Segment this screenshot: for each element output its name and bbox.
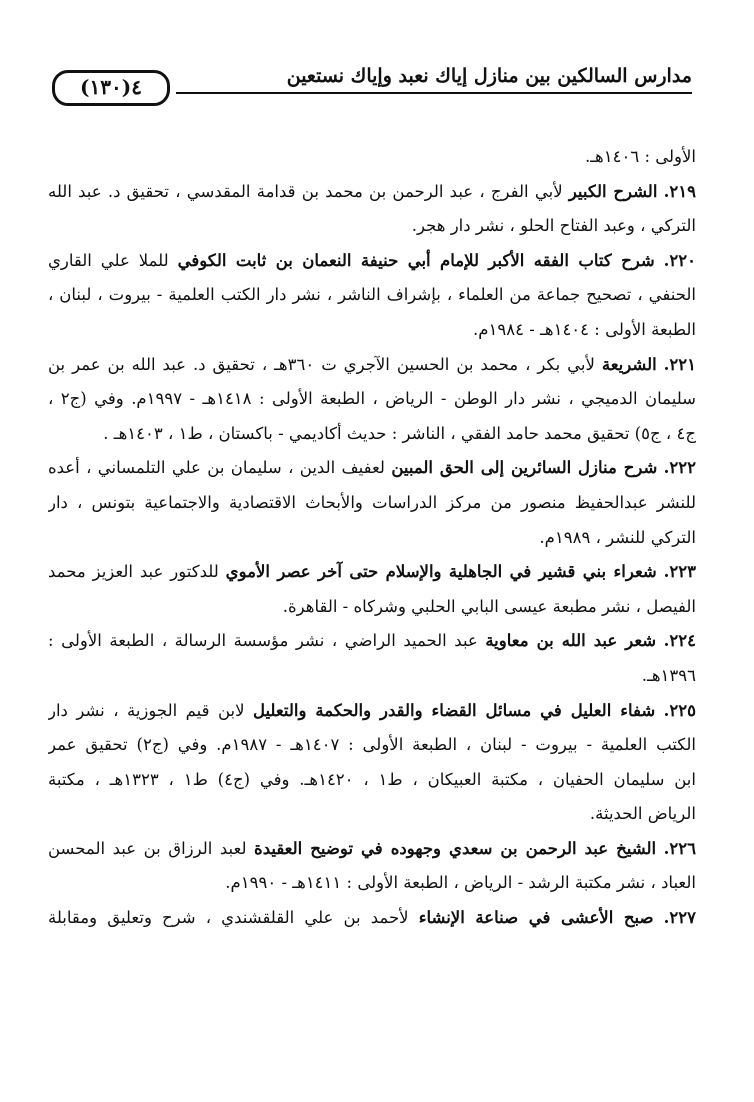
entry-text: ج٤ ، ج٥) تحقيق محمد حامد الفقي ، الناشر : حديث أكاديمي - باكستان ، ط١ ، ١٤٠٣هـ . [103,423,696,443]
entry-title: الشرح الكبير [568,181,658,201]
entry-text: لأبي بكر ، محمد بن الحسين الآجري ت ٣٦٠هـ ، تحقيق د. عبد الله بن عمر بن [48,354,602,374]
text-line [48,624,696,659]
entry-text: عبد الحميد الراضي ، نشر مؤسسة الرسالة ، الطبعة الأولى : [48,631,486,651]
text-line [48,590,696,625]
entry-number: ٢٢٧. [663,908,696,928]
entry-text: لأحمد بن علي القلقشندي ، شرح وتعليق ومقابلة [48,908,419,928]
text-line [48,140,696,175]
running-title: مدارس السالكين بين منازل إياك نعبد وإياك نستعين [286,65,692,87]
entry-text: الأولى : ١٤٠٦هـ. [584,147,696,166]
entry-text: سليمان الدميجي ، نشر دار الوطن - الرياض ، الطبعة الأولى : ١٤١٨هـ - ١٩٩٧م. وفي (ج٢ ، [48,389,696,409]
header-rule [176,92,692,94]
entry-number: ٢١٩. [663,181,696,201]
entry-number: ٢٢٦. [663,838,696,858]
page-number: (١٣٠)٤ [52,70,170,106]
entry-text: للنشر عبدالحفيظ منصور من مركز الدراسات والأبحاث الاقتصادية والاجتماعية بتونس ، دار [48,492,696,512]
entry-number: ٢٢٠. [663,250,696,270]
entry-text: لعفيف الدين ، سليمان بن علي التلمساني ، أعده [48,458,392,478]
text-line [48,555,696,590]
text-line [48,175,696,210]
entry-title: شرح كتاب الفقه الأكبر للإمام أبي حنيفة النعمان بن ثابت الكوفي [177,250,655,270]
entry-text: الرياض الحديثة. [589,804,696,824]
entry-text: ١٣٩٦هـ. [641,665,696,685]
entry-number: ٢٢٥. [663,700,696,720]
bibliography-list [48,140,696,936]
entry-number: ٢٢١. [663,354,696,374]
entry-title: الشريعة [601,354,657,374]
entry-text: لعبد الرزاق بن عبد المحسن [48,838,255,858]
text-line [48,486,696,521]
text-line [48,866,696,901]
text-line [48,694,696,729]
page-header [52,56,692,106]
text-line [48,451,696,486]
entry-text: لابن قيم الجوزية ، نشر دار [48,700,253,720]
entry-number: ٢٢٤. [663,631,696,651]
entry-number: ٢٢٢. [663,458,696,478]
text-line [48,728,696,763]
text-line [48,278,696,313]
text-line [48,209,696,244]
entry-text: الكتب العلمية - بيروت - لبنان ، الطبعة الأولى : ١٤٠٧هـ - ١٩٨٧م. وفي (ج٢) تحقيق عمر [48,735,696,755]
entry-text: التركي ، وعبد الفتاح الحلو ، نشر دار هجر. [411,216,696,236]
entry-number: ٢٢٣. [663,562,696,582]
entry-text: التركي للنشر ، ١٩٨٩م. [539,527,696,547]
entry-title: شعر عبد الله بن معاوية [485,631,657,651]
text-line [48,901,696,936]
text-line [48,763,696,798]
entry-text: الفيصل ، نشر مطبعة عيسى البابي الحلبي وشركاه - القاهرة. [282,596,696,616]
entry-text: الحنفي ، تصحيح جماعة من العلماء ، بإشراف الناشر ، نشر دار الكتب العلمية - بيروت ، لبنان ، [48,285,696,305]
entry-text: العباد ، نشر مكتبة الرشد - الرياض ، الطبعة الأولى : ١٤١١هـ - ١٩٩٠م. [225,873,696,893]
entry-title: شفاء العليل في مسائل القضاء والقدر والحكمة والتعليل [252,700,656,720]
entry-text: الطبعة الأولى : ١٤٠٤هـ - ١٩٨٤م. [473,319,696,339]
text-line [48,417,696,452]
text-line [48,521,696,556]
entry-title: الشيخ عبد الرحمن بن سعدي وجهوده في توضيح العقيدة [254,838,657,858]
text-line [48,382,696,417]
text-line [48,244,696,279]
entry-text: ابن سليمان الحفيان ، مكتبة العبيكان ، ط١ ، ١٤٢٠هـ. وفي (ج٤) ط١ ، ١٣٢٣هـ ، مكتبة [48,769,696,789]
entry-text: للملا علي القاري [48,250,178,270]
text-line [48,659,696,694]
entry-title: صبح الأعشى في صناعة الإنشاء [418,908,654,928]
entry-title: شرح منازل السائرين إلى الحق المبين [391,458,658,478]
text-line [48,348,696,383]
text-line [48,797,696,832]
text-line [48,313,696,348]
text-line [48,832,696,867]
entry-text: للدكتور عبد العزيز محمد [48,562,226,582]
entry-text: لأبي الفرج ، عبد الرحمن بن محمد بن قدامة المقدسي ، تحقيق د. عبد الله [48,181,569,201]
entry-title: شعراء بني قشير في الجاهلية والإسلام حتى آخر عصر الأموي [225,562,657,582]
